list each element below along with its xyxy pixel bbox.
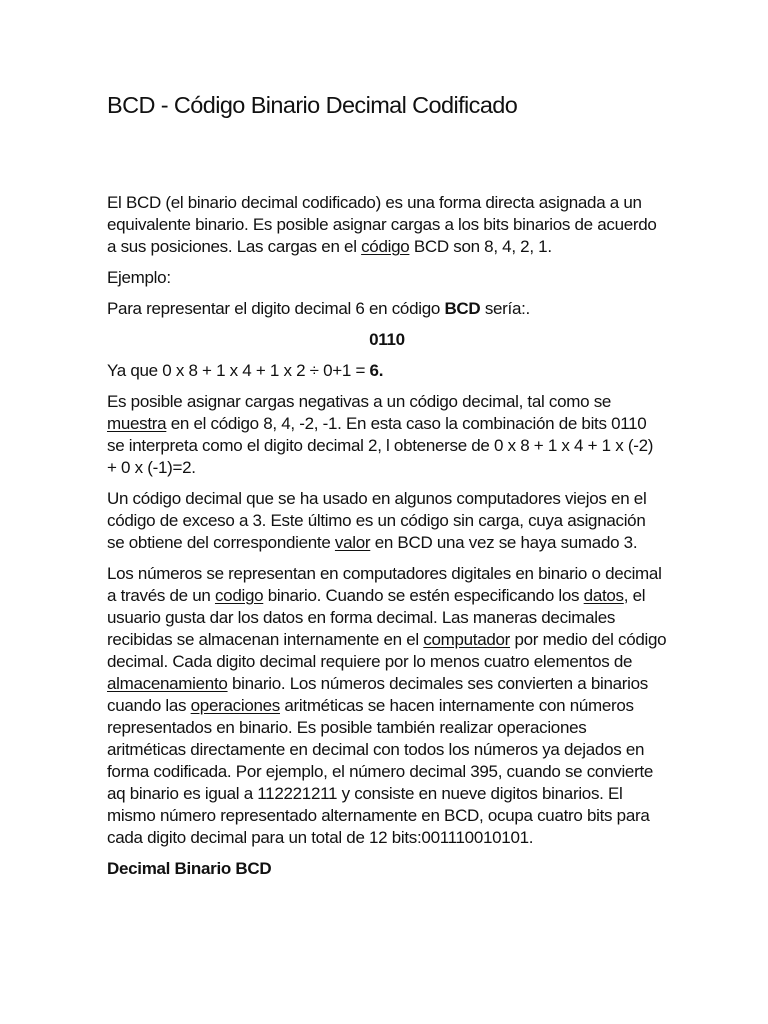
link-computador[interactable]: computador (423, 630, 511, 649)
example-code (107, 329, 667, 351)
text: El BCD (el binario decimal codificado) es una forma directa asignada a un equivalente binario. Es posible asignar cargas a los bits binarios de acuerdo a sus posiciones. Las cargas en el (107, 193, 657, 256)
link-valor[interactable]: valor (334, 533, 371, 552)
paragraph-example-label: Ejemplo: (107, 268, 171, 287)
bold-text: BCD (444, 299, 481, 318)
text: , el usuario gusta dar los datos en forma decimal. Las maneras decimales recibidas se almacenan internamente en el (107, 586, 646, 649)
text: Los números se representan en computadores digitales en binario o decimal a través de un (107, 564, 662, 605)
text: aritméticas se hacen internamente con números representados en binario. Es posible también realizar operaciones aritméticas directamente en decimal con todos los números ya dejados en forma codificada. Por ejemplo, el número decimal 395, cuando se convierte aq binario es igual a 112221211 y consiste en nueve digitos binarios. El mismo número representado alternamente en BCD, ocupa cuatro bits para cada digito decimal para un total de 12 bits:001110010101. (107, 696, 654, 847)
paragraph-intro (107, 192, 667, 258)
text: por medio del código decimal. Cada digito decimal requiere por lo menos cuatro elementos de (107, 630, 667, 671)
link-almacenamiento[interactable]: almacenamiento (107, 674, 228, 693)
text: Un código decimal que se ha usado en algunos computadores viejos en el código de exceso a 3. Este último es un código sin carga, cuya asignación se obtiene del correspondiente (107, 489, 647, 552)
text: en BCD una vez se haya sumado 3. (370, 533, 638, 552)
text: binario. Cuando se estén especificando los (263, 586, 584, 605)
text: Para representar el digito decimal 6 en código (107, 299, 445, 318)
paragraph-calculation (107, 360, 667, 382)
paragraph-excess-3 (107, 488, 667, 554)
text: BCD son 8, 4, 2, 1. (409, 237, 552, 256)
bold-code: 0110 (369, 330, 405, 349)
bold-result: 6. (369, 361, 384, 380)
page-title: BCD - Código Binario Decimal Codificado (107, 92, 518, 118)
paragraph-negative-weights (107, 391, 667, 479)
link-codigo-binario[interactable]: codigo (214, 586, 264, 605)
link-muestra[interactable]: muestra (107, 414, 167, 433)
document-body (107, 192, 667, 889)
text: Ya que 0 x 8 + 1 x 4 + 1 x 2 ÷ 0+1 = (107, 361, 370, 380)
paragraph-representation (107, 563, 667, 849)
link-codigo[interactable]: código (361, 237, 410, 256)
table-heading (107, 858, 667, 880)
paragraph-example (107, 298, 667, 320)
link-operaciones[interactable]: operaciones (190, 696, 280, 715)
bold-heading: Decimal Binario BCD (107, 859, 272, 878)
text: en el código 8, 4, -2, -1. En esta caso la combinación de bits 0110 se interpreta como el digito decimal 2, l obtenerse de 0 x 8 + 1 x 4 + 1 x (-2) + 0 x (-1)=2. (107, 414, 654, 477)
link-datos[interactable]: datos (583, 586, 624, 605)
text: Es posible asignar cargas negativas a un código decimal, tal como se (107, 392, 612, 411)
text: binario. Los números decimales ses convierten a binarios cuando las (107, 674, 648, 715)
text: sería:. (480, 299, 530, 318)
